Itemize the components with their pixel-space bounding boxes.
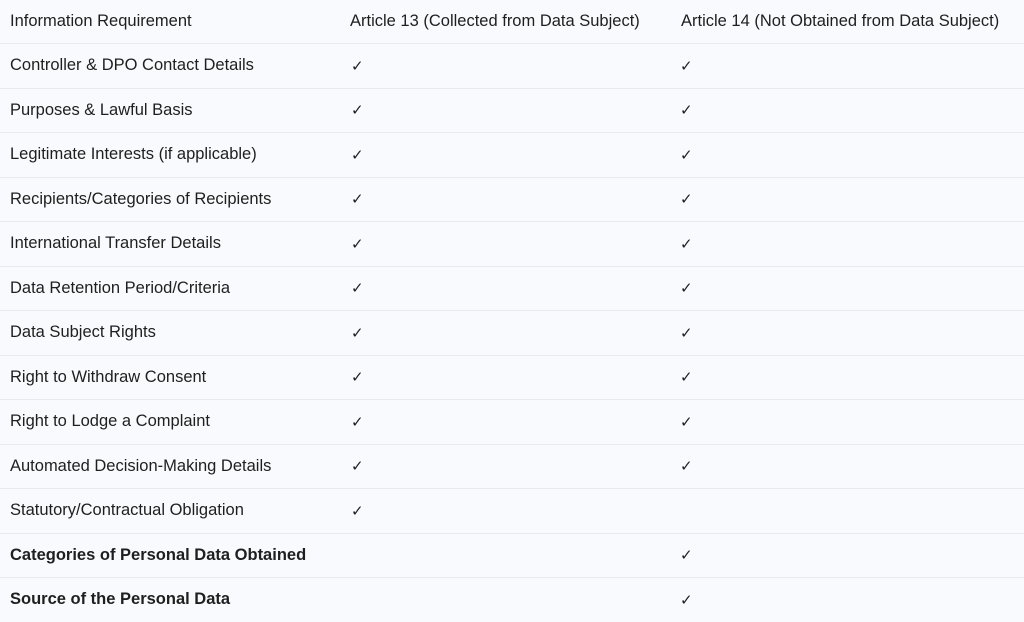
requirement-cell: Purposes & Lawful Basis bbox=[10, 100, 193, 119]
article-13-check-cell: ✓ bbox=[351, 56, 364, 75]
requirement-cell: International Transfer Details bbox=[10, 234, 221, 253]
table-row bbox=[0, 311, 1024, 356]
header-article-13: Article 13 (Collected from Data Subject) bbox=[350, 12, 640, 30]
requirement-cell: Data Retention Period/Criteria bbox=[10, 278, 231, 297]
table-row bbox=[0, 222, 1024, 267]
article-14-check-cell: ✓ bbox=[680, 412, 693, 431]
article-14-check-cell: ✓ bbox=[680, 546, 693, 565]
article-13-check-cell: ✓ bbox=[351, 279, 364, 298]
table-row bbox=[0, 44, 1024, 89]
article-14-check-cell: ✓ bbox=[680, 145, 693, 164]
requirement-cell: Legitimate Interests (if applicable) bbox=[10, 145, 257, 164]
header-article-14: Article 14 (Not Obtained from Data Subject) bbox=[681, 12, 1000, 30]
requirement-cell: Right to Withdraw Consent bbox=[10, 367, 207, 386]
article-14-check-cell: ✓ bbox=[680, 234, 693, 253]
table-row bbox=[0, 177, 1024, 222]
table-row bbox=[0, 444, 1024, 489]
article-13-check-cell: ✓ bbox=[351, 412, 364, 431]
article-13-check-cell bbox=[340, 533, 671, 578]
article-13-check-cell: ✓ bbox=[351, 101, 364, 120]
requirement-cell: Source of the Personal Data bbox=[10, 590, 231, 609]
requirement-cell: Controller & DPO Contact Details bbox=[10, 56, 254, 75]
article-14-check-cell: ✓ bbox=[680, 56, 693, 75]
article-13-check-cell: ✓ bbox=[351, 190, 364, 209]
article-13-check-cell: ✓ bbox=[351, 501, 364, 520]
requirement-cell: Automated Decision-Making Details bbox=[10, 456, 272, 475]
requirement-cell: Recipients/Categories of Recipients bbox=[10, 189, 272, 208]
table-row bbox=[0, 355, 1024, 400]
article-14-check-cell: ✓ bbox=[680, 323, 693, 342]
article-13-check-cell: ✓ bbox=[351, 323, 364, 342]
article-13-check-cell: ✓ bbox=[351, 457, 364, 476]
article-13-check-cell bbox=[340, 578, 671, 622]
article-14-check-cell bbox=[671, 489, 1024, 534]
table-row bbox=[0, 400, 1024, 445]
table-header bbox=[0, 0, 1024, 44]
table-row bbox=[0, 88, 1024, 133]
header-row bbox=[0, 0, 1024, 44]
requirement-cell: Statutory/Contractual Obligation bbox=[10, 501, 244, 520]
table-row bbox=[0, 133, 1024, 178]
requirement-cell: Right to Lodge a Complaint bbox=[10, 412, 210, 431]
table-row bbox=[0, 266, 1024, 311]
article-14-check-cell: ✓ bbox=[680, 368, 693, 387]
requirement-cell: Data Subject Rights bbox=[10, 323, 156, 342]
article-14-check-cell: ✓ bbox=[680, 101, 693, 120]
requirement-cell: Categories of Personal Data Obtained bbox=[10, 545, 307, 564]
article-14-check-cell: ✓ bbox=[680, 590, 693, 609]
header-information-requirement: Information Requirement bbox=[10, 12, 192, 30]
article-13-check-cell: ✓ bbox=[351, 234, 364, 253]
table-body bbox=[0, 44, 1024, 622]
article-13-check-cell: ✓ bbox=[351, 368, 364, 387]
article-13-check-cell: ✓ bbox=[351, 145, 364, 164]
table-row bbox=[0, 489, 1024, 534]
article-14-check-cell: ✓ bbox=[680, 279, 693, 298]
article-14-check-cell: ✓ bbox=[680, 190, 693, 209]
table-row bbox=[0, 533, 1024, 578]
table-row bbox=[0, 578, 1024, 622]
article-14-check-cell: ✓ bbox=[680, 457, 693, 476]
